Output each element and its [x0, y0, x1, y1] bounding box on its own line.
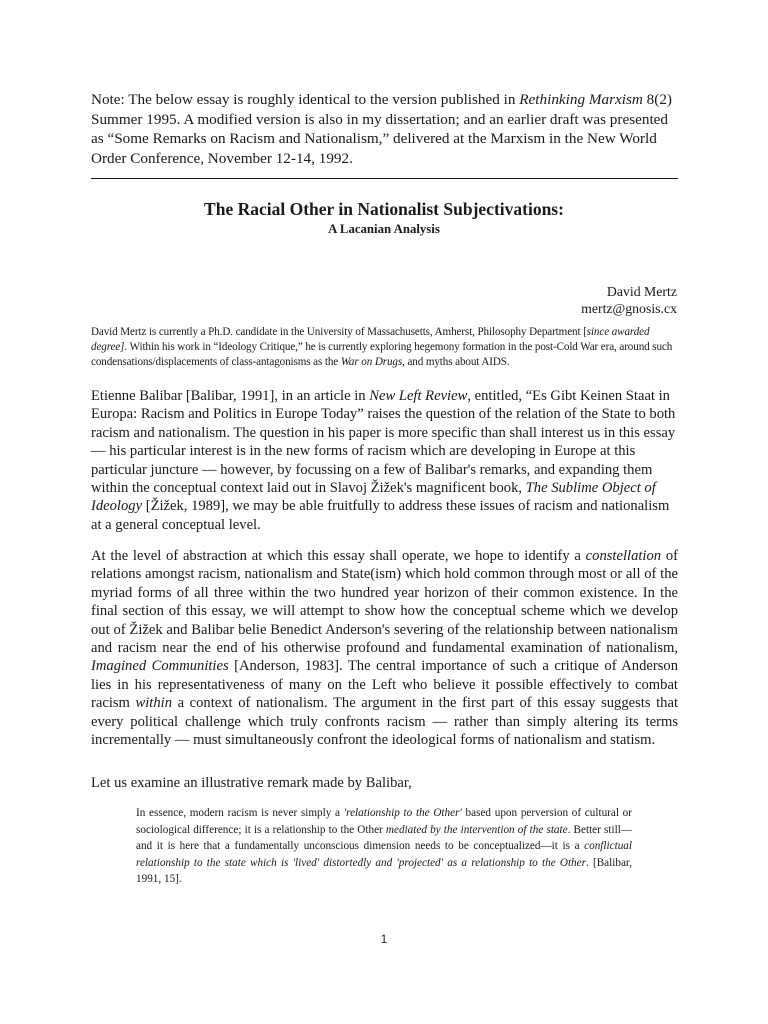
paragraph-1: [91, 387, 678, 534]
essay-title: The Racial Other in Nationalist Subjectivations:: [204, 199, 564, 219]
author-email: mertz@gnosis.cx: [581, 301, 677, 316]
bio-text-end: , and myths about AIDS.: [402, 356, 510, 368]
quote-text-3: . Better still—and it is here that a fundamentally unconscious dimension needs to be conceptualized—it is a: [136, 823, 632, 852]
imagined-communities-title: Imagined Communities: [91, 658, 229, 675]
horizontal-rule: [91, 178, 678, 179]
paragraph-3: Let us examine an illustrative remark made by Balibar,: [91, 775, 412, 791]
author-bio: [91, 325, 678, 370]
publication-note: [91, 90, 679, 168]
within-term: within: [135, 695, 172, 712]
bio-text: David Mertz is currently a Ph.D. candidate in the University of Massachusetts, Amherst, Philosophy Department [: [91, 326, 587, 338]
p1-text-cont: , entitled, “Es Gibt Keinen Staat in Europa: Racism and Politics in Europe Today” raises the question of the relation of the State to both racism and nationalism. The question in his paper is more specific than shall interest us in this essay — his particular interest is in the new forms of racism which are developing in Europe at this particular juncture — however, by focussing on a few of Balibar's remarks, and expanding them within the conceptual context laid out in Slavoj Žižek's magnificent book,: [91, 388, 676, 497]
new-left-review: New Left Review: [369, 388, 468, 404]
sublime-object-title: The Sublime Object of Ideology: [91, 480, 656, 515]
note-text: Note: The below essay is roughly identical to the version published in: [91, 91, 520, 108]
quote-italic-3: conflictual relationship to the state which is 'lived' distortedly and 'projected' as a relationship to the Other: [136, 840, 632, 869]
p2-text-cont: of relations amongst racism, nationalism and State(ism) which hold common through most or all of the myriad forms of all three within the two hundred year horizon of their common existence. In the final section of this essay, we will attempt to show how the conceptual scheme which we develop out of Žižek and Balibar belie Benedict Anderson's severing of the relationship between nationalism and racism near the end of his otherwise profound and fundamental examination of nationalism,: [91, 548, 678, 657]
bio-text-cont: . Within his work in “Ideology Critique,” he is currently exploring hegemony formation in the post-Cold War era, around such condensations/displacements of class-antagonisms as the: [91, 341, 673, 368]
author-block: [581, 283, 677, 317]
p2-text: At the level of abstraction at which this essay shall operate, we hope to identify a: [91, 548, 586, 564]
bio-since-degree: since awarded degree]: [91, 326, 650, 353]
quote-text: In essence, modern racism is never simply a: [136, 807, 344, 819]
p2-text-end: a context of nationalism. The argument in the first part of this essay suggests that every political challenge which truly confronts racism — rather than simply altering its terms incrementally — must simultaneously confront the ideological forms of nationalism and statism.: [91, 695, 678, 749]
quote-citation: . [Balibar, 1991, 15].: [136, 856, 632, 885]
quote-italic-1: 'relationship to the Other': [343, 807, 462, 819]
bio-war-on-drugs: War on Drugs: [340, 356, 403, 368]
quote-italic-2: mediated by the intervention of the state: [385, 823, 568, 836]
page-number: 1: [380, 934, 388, 946]
p1-text: Etienne Balibar [Balibar, 1991], in an article in: [91, 388, 370, 404]
paragraph-2: [91, 547, 678, 749]
constellation-term: constellation: [585, 548, 662, 564]
essay-subtitle: A Lacanian Analysis: [328, 222, 440, 236]
balibar-quote: [136, 805, 632, 888]
note-text-cont: 8(2) Summer 1995. A modified version is also in my dissertation; and an earlier draft was presented as “Some Remarks on Racism and Nationalism,” delivered at the Marxism in the New World Order Conference, November 12-14, 1992.: [91, 91, 672, 167]
p2-text-mid: [Anderson, 1983]. The central importance of such a critique of Anderson lies in his representativeness of many on the Left who believe it possible effectively to combat racism: [91, 658, 678, 712]
quote-text-2: based upon perversion of cultural or sociological difference; it is a relationship to the Other: [136, 807, 633, 836]
author-name: David Mertz: [606, 284, 677, 299]
journal-title: Rethinking Marxism: [519, 91, 643, 108]
p1-text-end: [Žižek, 1989], we may be able fruitfully to address these issues of racism and nationalism at a general conceptual level.: [91, 498, 670, 533]
